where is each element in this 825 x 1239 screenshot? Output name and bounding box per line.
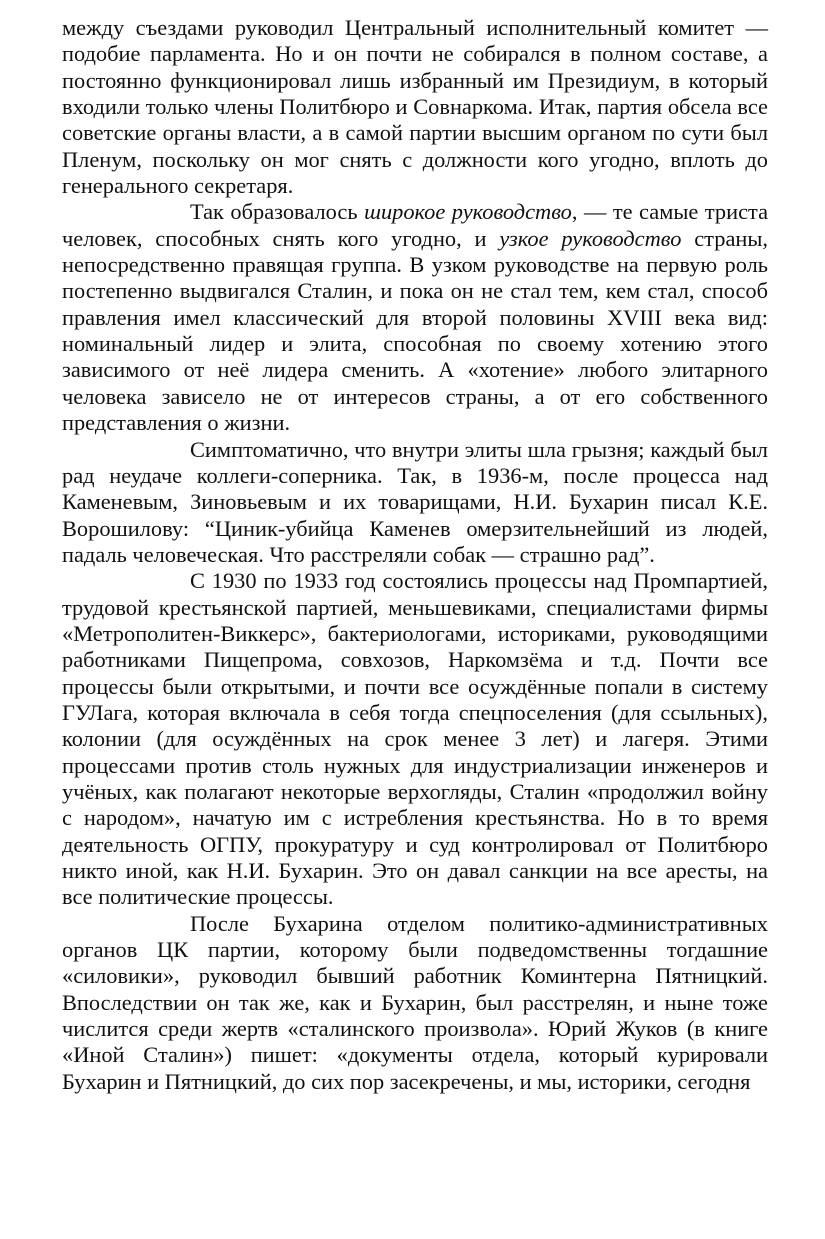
paragraph-4: [62, 568, 768, 910]
paragraph-3-text: Симптоматично, что внутри элиты шла грызня; каждый был рад неудаче коллеги-соперника. Так, в 1936-м, после процесса над Каменевым, Зиновьевым и их товарищами, Н.И. Бухарин писал К.Е. Ворошилову: “Циник-убийца Каменев омерзительнейший из людей, падаль человеческая. Что расстреляли собак — страшно рад”.: [62, 436, 768, 567]
paragraph-4-text: С 1930 по 1933 год состоялись процессы над Промпартией, трудовой крестьянской партией, меньшевиками, специалистами фирмы «Метрополитен-Виккерс», бактериологами, историками, руководящими работниками Пищепрома, совхозов, Наркомзёма и т.д. Почти все процессы были открытыми, и почти все осуждённые попали в систему ГУЛага, которая включала в себя тогда спецпоселения (для ссыльных), колонии (для осуждённых на срок менее 3 лет) и лагеря. Этими процессами против столь нужных для индустриализации инженеров и учёных, как полагают некоторые верхогляды, Сталин «продолжил войну с народом», начатую им с истребления крестьянства. Но в то время деятельность ОГПУ, прокуратуру и суд контролировал от Политбюро никто иной, как Н.И. Бухарин. Это он давал санкции на все аресты, на все политические процессы.: [62, 568, 768, 910]
paragraph-5: [62, 911, 768, 1095]
paragraph-2-text-a: Так образовалось: [190, 199, 365, 225]
paragraph-2-italic-broad-leadership: широкое руководство: [364, 199, 572, 225]
paragraph-2-text-c: страны, непосредственно правящая группа. В узком руководстве на первую роль постепенно выдвигался Сталин, и пока он не стал тем, кем стал, способ правления имел классический для второй половины XVIII века вид: номинальный лидер и элита, способная по своему хотению этого зависимого от неё лидера сменить. А «хотение» любого элитарного человека зависело не от интересов страны, а от его собственного представления о жизни.: [62, 225, 768, 436]
body-text: [62, 15, 768, 1095]
paragraph-2: [62, 199, 768, 436]
paragraph-3: [62, 437, 768, 569]
paragraph-1: [62, 15, 768, 199]
paragraph-2-italic-narrow-leadership: узкое руководство: [499, 225, 682, 251]
paragraph-5-text: После Бухарина отделом политико-административных органов ЦК партии, которому были подведомственны тогдашние «силовики», руководил бывший работник Коминтерна Пятницкий. Впоследствии он так же, как и Бухарин, был расстрелян, и ныне тоже числится среди жертв «сталинского произвола». Юрий Жуков (в книге «Иной Сталин») пишет: «документы отдела, который курировали Бухарин и Пятницкий, до сих пор засекречены, и мы, историки, сегодня: [62, 910, 768, 1094]
paragraph-1-text: между съездами руководил Центральный исполнительный комитет — подобие парламента. Но и он почти не собирался в полном составе, а постоянно функционировал лишь избранный им Президиум, в который входили только члены Политбюро и Совнаркома. Итак, партия обсела все советские органы власти, а в самой партии высшим органом по сути был Пленум, поскольку он мог снять с должности кого угодно, вплоть до генерального секретаря.: [62, 15, 768, 199]
paragraph-2-text-b: , — те самые триста человек, способных снять кого угодно, и: [62, 199, 769, 251]
